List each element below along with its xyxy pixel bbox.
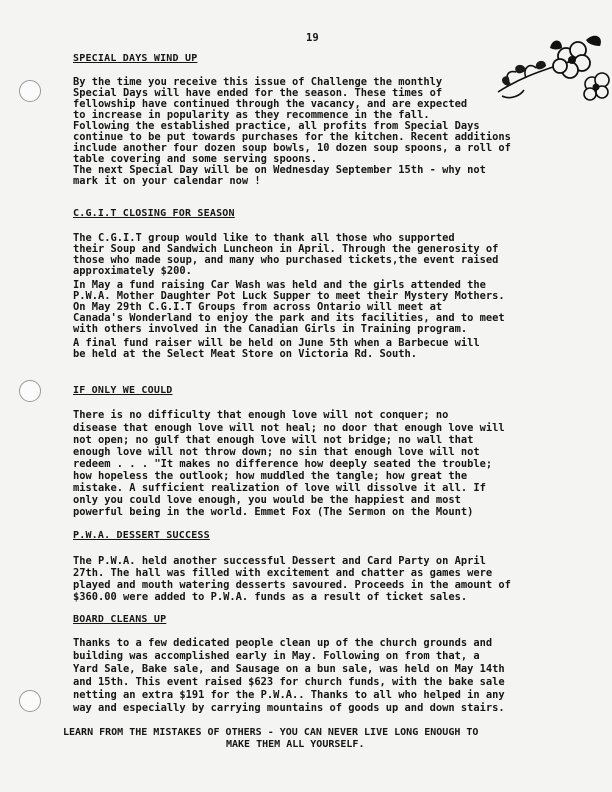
body-line: 27th. The hall was filled with excitement and chatter as games were [73, 567, 493, 579]
section-heading: P.W.A. DESSERT SUCCESS [73, 530, 210, 541]
body-line: disease that enough love will not heal; no door that enough love will [73, 422, 505, 434]
body-line: building was accomplished early in May. Following on from that, a [73, 650, 480, 662]
section-heading: IF ONLY WE COULD [73, 385, 173, 396]
page-number: 19 [306, 32, 319, 44]
body-line: P.W.A. Mother Daughter Pot Luck Supper to meet their Mystery Mothers. [73, 290, 505, 302]
closing-line: LEARN FROM THE MISTAKES OF OTHERS - YOU CAN NEVER LIVE LONG ENOUGH TO [63, 727, 479, 738]
section-heading: C.G.I.T CLOSING FOR SEASON [73, 208, 235, 219]
body-line: way and especially by carrying mountains of goods up and down stairs. [73, 702, 505, 714]
section-heading: BOARD CLEANS UP [73, 614, 167, 625]
body-line: In May a fund raising Car Wash was held and the girls attended the [73, 279, 486, 291]
body-line: There is no difficulty that enough love will not conquer; no [73, 409, 449, 421]
section-heading: SPECIAL DAYS WIND UP [73, 53, 198, 64]
body-line: A final fund raiser will be held on June 5th when a Barbecue will [73, 337, 480, 349]
body-line: The next Special Day will be on Wednesday September 15th - why not [73, 164, 486, 176]
body-line: Following the established practice, all profits from Special Days [73, 120, 480, 132]
body-line: their Soup and Sandwich Luncheon in April. Through the generosity of [73, 243, 499, 255]
body-line: Yard Sale, Bake sale, and Sausage on a bun sale, was held on May 14th [73, 663, 505, 675]
body-line: Thanks to a few dedicated people clean up of the church grounds and [73, 637, 493, 649]
flower-illustration [490, 26, 610, 104]
body-line: By the time you receive this issue of Challenge the monthly [73, 76, 443, 88]
body-line: Special Days will have ended for the season. These times of [73, 87, 443, 99]
body-line: powerful being in the world. Emmet Fox (The Sermon on the Mount) [73, 506, 474, 518]
body-line: how hopeless the outlook; how muddled the tangle; how great the [73, 470, 468, 482]
body-line: be held at the Select Meat Store on Victoria Rd. South. [73, 348, 418, 360]
punch-hole [19, 690, 41, 712]
body-line: include another four dozen soup bowls, 10 dozen soup spoons, a roll of [73, 142, 511, 154]
body-line: with others involved in the Canadian Girls in Training program. [73, 323, 468, 335]
punch-hole [19, 80, 41, 102]
body-line: mistake. A sufficient realization of love will dissolve it all. If [73, 482, 486, 494]
body-line: The C.G.I.T group would like to thank all those who supported [73, 232, 455, 244]
body-line: not open; no gulf that enough love will not bridge; no wall that [73, 434, 474, 446]
body-line: approximately $200. [73, 265, 192, 277]
body-line: netting an extra $191 for the P.W.A.. Thanks to all who helped in any [73, 689, 505, 701]
body-line: $360.00 were added to P.W.A. funds as a result of ticket sales. [73, 591, 468, 603]
body-line: redeem . . . "It makes no difference how deeply seated the trouble; [73, 458, 493, 470]
body-line: played and mouth watering desserts savoured. Proceeds in the amount of [73, 579, 511, 591]
body-line: to increase in popularity as they recommence in the fall. [73, 109, 430, 121]
body-line: The P.W.A. held another successful Dessert and Card Party on April [73, 555, 486, 567]
body-line: table covering and some serving spoons. [73, 153, 317, 165]
body-line: fellowship have continued through the vacancy, and are expected [73, 98, 468, 110]
body-line: those who made soup, and many who purchased tickets,the event raised [73, 254, 499, 266]
body-line: only you could love enough, you would be the happiest and most [73, 494, 461, 506]
body-line: On May 29th C.G.I.T Groups from across Ontario will meet at [73, 301, 443, 313]
body-line: continue to be put towards purchases for the kitchen. Recent additions [73, 131, 511, 143]
closing-line: MAKE THEM ALL YOURSELF. [226, 739, 365, 750]
body-line: Canada's Wonderland to enjoy the park and its facilities, and to meet [73, 312, 505, 324]
punch-hole [19, 380, 41, 402]
body-line: enough love will not throw down; no sin that enough love will not [73, 446, 480, 458]
body-line: and 15th. This event raised $623 for church funds, with the bake sale [73, 676, 505, 688]
body-line: mark it on your calendar now ! [73, 175, 261, 187]
